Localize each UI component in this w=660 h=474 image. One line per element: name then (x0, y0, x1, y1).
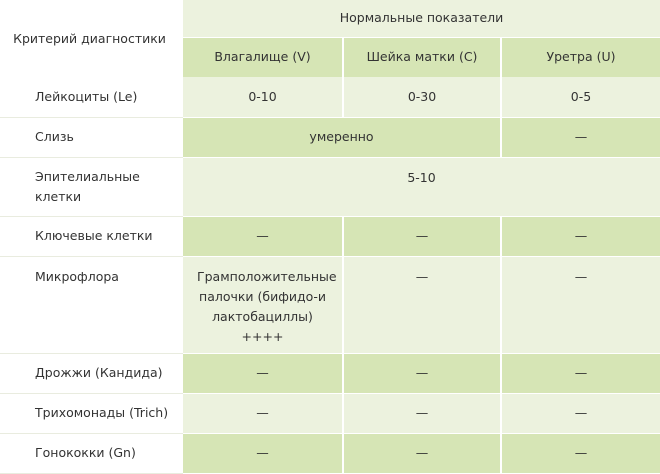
cell-urethra: — (501, 256, 660, 353)
cell-vagina: 0-10 (183, 77, 343, 117)
row-label: Слизь (0, 117, 183, 157)
row-label: Микрофлора (0, 256, 183, 353)
cell-urethra: — (501, 393, 660, 433)
table-row (0, 157, 660, 216)
table-row (0, 353, 660, 393)
row-label: Эпителиальные клетки (0, 157, 183, 216)
cell-cervix: — (343, 393, 501, 433)
cell-urethra: — (501, 353, 660, 393)
cell-cervix: 0-30 (343, 77, 501, 117)
row-label: Дрожжи (Кандида) (0, 353, 183, 393)
criterion-header: Критерий диагностики (0, 0, 183, 77)
row-label: Лейкоциты (Le) (0, 77, 183, 117)
row-label: Гонококки (Gn) (0, 433, 183, 473)
cell-cervix: — (343, 433, 501, 473)
cell-cervix: — (343, 256, 501, 353)
column-header-cervix: Шейка матки (C) (343, 37, 501, 77)
cell-vagina-cervix: умеренно (183, 117, 501, 157)
table-row (0, 117, 660, 157)
table-row (0, 433, 660, 473)
cell-cervix: — (343, 353, 501, 393)
cell-vagina: — (183, 393, 343, 433)
cell-vagina: — (183, 433, 343, 473)
table-row (0, 393, 660, 433)
normal-values-header: Нормальные показатели (183, 0, 660, 37)
table-row (0, 256, 660, 353)
row-label: Ключевые клетки (0, 216, 183, 256)
row-label: Трихомонады (Trich) (0, 393, 183, 433)
cell-cervix: — (343, 216, 501, 256)
table-row (0, 216, 660, 256)
cell-urethra: — (501, 117, 660, 157)
table-row (0, 77, 660, 117)
cell-all: 5-10 (183, 157, 660, 216)
cell-urethra: — (501, 216, 660, 256)
cell-vagina: Грамположительные палочки (бифидо-и лактобациллы) ++++ (183, 256, 343, 353)
header-row-group (0, 0, 660, 37)
cell-vagina: — (183, 353, 343, 393)
cell-urethra: — (501, 433, 660, 473)
cell-vagina: — (183, 216, 343, 256)
cell-urethra: 0-5 (501, 77, 660, 117)
column-header-urethra: Уретра (U) (501, 37, 660, 77)
column-header-vagina: Влагалище (V) (183, 37, 343, 77)
